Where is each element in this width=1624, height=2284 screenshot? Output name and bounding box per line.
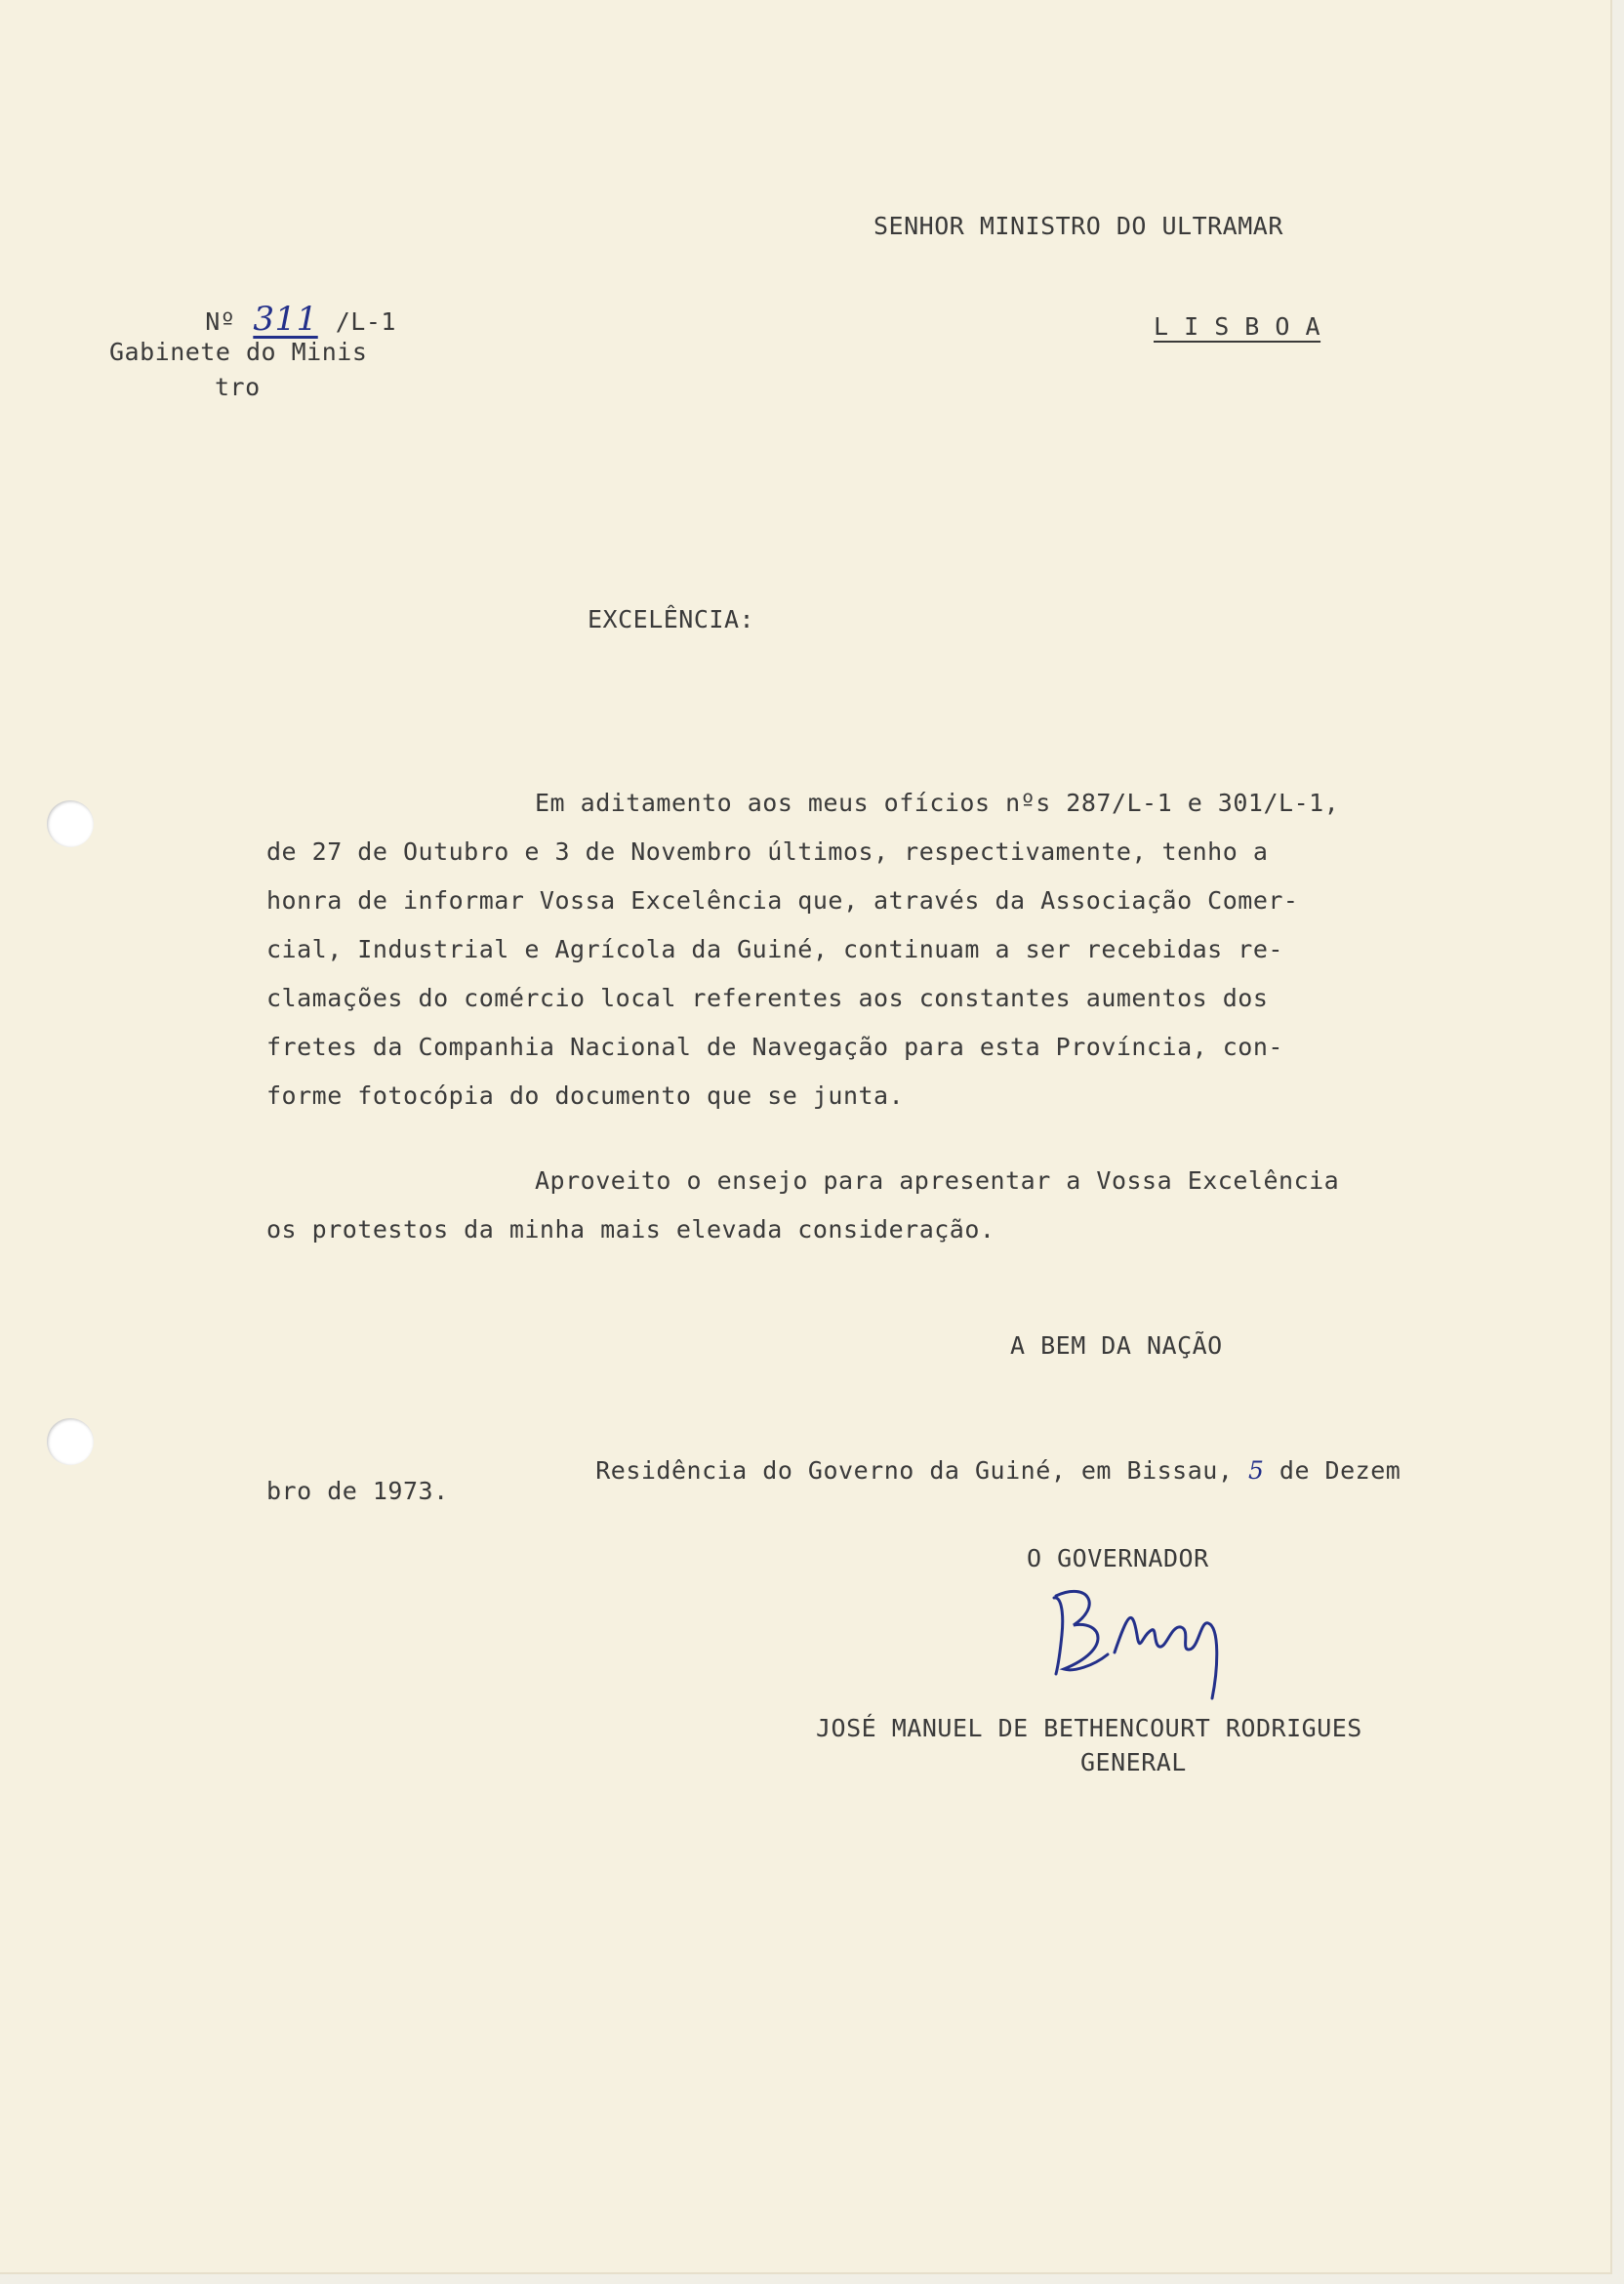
place-date-end: de Dezem [1264,1456,1401,1485]
paragraph-1-line: fretes da Companhia Nacional de Navegação para esta Província, con- [266,1033,1283,1061]
reference-suffix: /L-1 [335,307,396,336]
paragraph-1-line: de 27 de Outubro e 3 de Novembro últimos, respectivamente, tenho a [266,837,1269,866]
paragraph-2-line: Aproveito o ensejo para apresentar a Vossa Excelência [535,1166,1340,1195]
office-line-2: tro [215,373,261,401]
reference-prefix: Nº [205,307,236,336]
signer-name: JOSÉ MANUEL DE BETHENCOURT RODRIGUES [816,1714,1362,1742]
punch-hole-top [47,800,94,847]
paragraph-1-line: clamações do comércio local referentes aos constantes aumentos dos [266,984,1269,1012]
paragraph-1-line: cial, Industrial e Agrícola da Guiné, continuam a ser recebidas re- [266,935,1283,963]
addressee-city: L I S B O A [1154,312,1321,341]
reference-handwritten-number: 311 [253,300,318,339]
punch-hole-bottom [47,1418,94,1465]
paragraph-1-line: forme fotocópia do documento que se junta. [266,1081,905,1110]
paragraph-1-line: honra de informar Vossa Excelência que, através da Associação Comer- [266,886,1299,915]
place-date-start: Residência do Governo da Guiné, em Bissau, [595,1456,1248,1485]
paragraph-2-line: os protestos da minha mais elevada consideração. [266,1215,995,1244]
signer-rank: GENERAL [1080,1748,1187,1776]
paragraph-1-line: Em aditamento aos meus ofícios nºs 287/L-1 e 301/L-1, [535,789,1340,817]
handwritten-day: 5 [1247,1456,1265,1485]
signature [1035,1576,1259,1713]
office-line-1: Gabinete do Minis [109,338,368,366]
motto: A BEM DA NAÇÃO [1010,1331,1223,1360]
signature-mark [1035,1576,1259,1713]
place-date-line-1 [535,1428,1401,1513]
place-date-line-2: bro de 1973. [266,1477,449,1505]
addressee: SENHOR MINISTRO DO ULTRAMAR [873,212,1283,240]
salutation: EXCELÊNCIA: [588,605,755,633]
signoff: O GOVERNADOR [1027,1544,1209,1572]
